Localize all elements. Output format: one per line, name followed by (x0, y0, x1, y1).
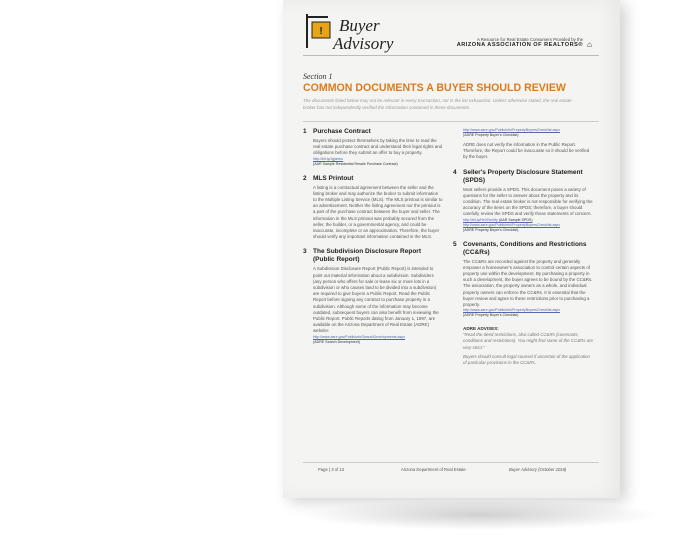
section-title: COMMON DOCUMENTS A BUYER SHOULD REVIEW (303, 82, 566, 94)
list-item (303, 128, 443, 167)
svg-text:!: ! (319, 26, 323, 37)
item-number: 4 (453, 168, 457, 176)
item-title: Seller's Property Disclosure Statement (SPDS) (463, 168, 583, 184)
item-number: 3 (303, 248, 307, 256)
item-title: The Subdivision Disclosure Report (Public Report) (313, 248, 421, 264)
page-number: Page | 3 of 13 (318, 467, 345, 472)
item-note: (AAR Sample Residential Resale Purchase Contract) (313, 161, 398, 166)
item-note: (ADRE Search Development) (313, 339, 360, 344)
item-link[interactable]: http://bit.ly/Jgjarmu (313, 156, 344, 161)
adre-advises-note: Buyers should consult legal counsel if uncertain of the application of particular provisions in the CC&Rs. (463, 353, 590, 366)
section-label: Section 1 (303, 72, 333, 81)
footer-divider (303, 462, 599, 463)
list-item (453, 169, 593, 233)
item-note: (ADRE Property Buyer's Checklist) (463, 227, 519, 232)
item-body: The CC&Rs are recorded against the property and generally empower a homeowner's association to control certain aspects of property use within the development. By purchasing a property in such a development, the buyer agrees to be bound by the CC&Rs. The association, the property owners as a whole, and individual property owners can enforce the CC&Rs. It is essential that the buyer review and agree to these restrictions prior to purchasing a property. (463, 258, 593, 308)
item-body: A Subdivision Disclosure Report (Public Report) is intended to point out material information about a subdivision. Subdividers (any person who offers for sale or lease six or more lots in a subdivision or who causes land to be divided into a subdivision) are required to give buyers a Public Report. Read the Public Report before signing any contract to purchase property in a subdivision. Although some of the information may become outdated, subsequent buyers can also benefit from reviewing the Public Report. Public Reports dating from January 1, 1997, are available on the Arizona Department of Real Estate (ADRE) website: (313, 266, 439, 334)
brand-advisory: Advisory (333, 34, 394, 53)
link-url[interactable]: http://bit.ly/HeXNmhfy (463, 217, 498, 222)
item-link[interactable]: http://www.azre.gov/PublicInfo/PropertyBuyersChecklist.aspx (463, 128, 561, 132)
item-body: ADRE does not verify the information in the Public Report. Therefore, the Report could be inaccurate so it should be verified by the buyer. (463, 142, 590, 160)
item-link[interactable]: http://www.azre.gov/PublicInfo/SearchDevelopments.aspx (313, 334, 406, 339)
item-link-2[interactable]: http://www.azre.gov/PublicInfo/PropertyBuyersChecklist.aspx (463, 222, 561, 227)
item-body: A listing is a contractual agreement between the seller and the listing broker and may authorize the broker to submit information to the Multiple Listing Service (MLS). The MLS printout is similar to an advertisement. Neither the listing agreement nor the printout is a part of the purchase contract between the buyer and seller. The information in the MLS printout was probably secured from the seller, the builder, or a governmental agency, and could be inaccurate, incomplete or an approximation. Therefore, the buyer should verify any important information contained in the MLS. (313, 184, 443, 240)
equal-housing-icon: ⌂ (587, 40, 592, 49)
list-item (303, 248, 443, 344)
item-body: Buyers should protect themselves by taking the time to read the real estate purchase contract and understand their legal rights and obligations before they submit an offer to buy a property. (313, 138, 443, 156)
list-item (453, 241, 593, 319)
item-number: 5 (453, 240, 457, 248)
footer-document: Buyer Advisory (October 2018) (509, 467, 567, 472)
adre-advises-heading: ADRE ADVISES: (463, 326, 499, 332)
item-number: 1 (303, 128, 307, 135)
item-body: Most sellers provide a SPDS. This document poses a variety of questions for the seller to answer about the property and its condition. The real estate broker is not responsible for verifying the accuracy of the items on the SPDS; therefore, a buyer should carefully review the SPDS and verify those statements of concern. (463, 186, 593, 217)
document-page (283, 0, 620, 498)
link-note: (AAR Sample SPDS) (498, 217, 533, 222)
list-item (303, 175, 443, 241)
item-title: MLS Printout (313, 174, 354, 182)
continued-item (453, 128, 593, 161)
page-shadow (300, 500, 660, 530)
tagline: A Resource for Real Estate Consumers Provided by the (476, 37, 583, 42)
item-note: (ADRE Property Buyer's Checklist) (463, 133, 519, 137)
item-title: Covenants, Conditions and Restrictions (CC&Rs) (463, 240, 587, 256)
buyer-advisory-logo (303, 12, 413, 52)
intro-divider (303, 121, 599, 122)
footer-department: Arizona Department of Real Estate (401, 467, 466, 472)
left-column (303, 128, 443, 353)
item-number: 2 (303, 174, 307, 182)
association-name: ARIZONA ASSOCIATION OF REALTORS® (456, 42, 583, 48)
item-note: (ADRE Property Buyer's Checklist) (463, 313, 519, 318)
item-title: Purchase Contract (313, 128, 371, 135)
brand-buyer: Buyer (339, 16, 380, 35)
item-link[interactable]: http://www.azre.gov/PublicInfo/PropertyBuyersChecklist.aspx (463, 308, 561, 313)
right-column (453, 128, 593, 366)
header-divider (303, 55, 599, 56)
adre-advises-quote: "Read the deed restrictions, also called CC&Rs (covenants, conditions and restrictions). You might find some of the CC&Rs are very strict." (463, 332, 593, 350)
section-intro: The documents listed below may not be relevant in every transaction, nor is the list exhaustive. Unless otherwise stated, the real estate broker has not independently verified the information contained in these documents. (303, 98, 572, 110)
